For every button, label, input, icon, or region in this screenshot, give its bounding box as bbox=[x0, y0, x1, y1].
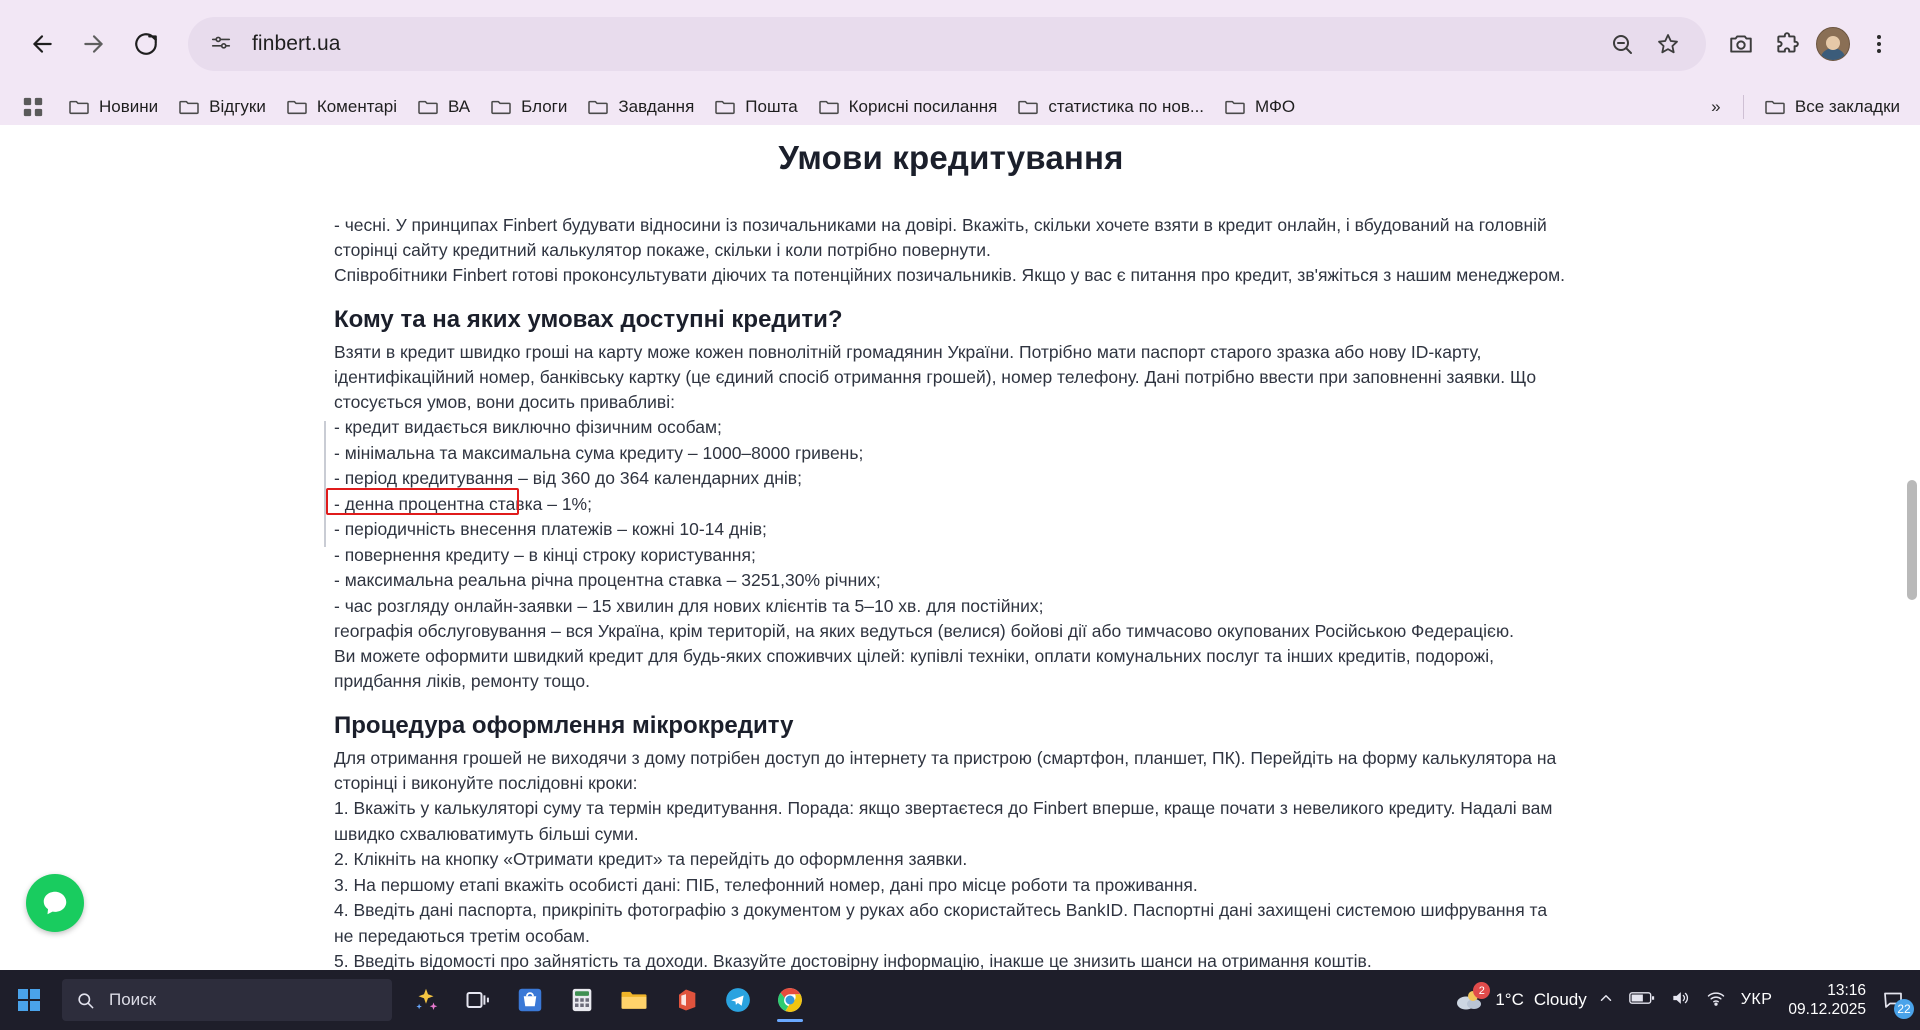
search-input[interactable] bbox=[62, 979, 392, 1021]
bookmark-item[interactable] bbox=[276, 92, 407, 122]
calculator-icon[interactable] bbox=[558, 976, 606, 1024]
office-icon[interactable] bbox=[662, 976, 710, 1024]
task-view-icon[interactable] bbox=[454, 976, 502, 1024]
bookmark-item[interactable] bbox=[168, 92, 276, 122]
all-bookmarks-button[interactable] bbox=[1754, 92, 1910, 122]
list-item: - період кредитування – від 360 до 364 календарних днів; bbox=[334, 468, 802, 488]
folder-icon bbox=[286, 98, 308, 116]
intro-paragraph-1: - чесні. У принципах Finbert будувати відносини із позичальниками на довірі. Вкажіть, скільки хочете взяти в кредит онлайн, і вбудований на головній сторінці сайту кредитний калькулятор покаже, скільки і коли потрібно повернути. bbox=[334, 215, 1547, 260]
file-explorer-icon[interactable] bbox=[610, 976, 658, 1024]
apps-grid-icon[interactable] bbox=[14, 92, 52, 122]
copilot-icon[interactable] bbox=[402, 976, 450, 1024]
system-tray bbox=[1597, 988, 1773, 1013]
list-item: - періодичність внесення платежів – кожні 10-14 днів; bbox=[334, 519, 767, 539]
list-item: - час розгляду онлайн-заявки – 15 хвилин для нових клієнтів та 5–10 хв. для постійних; bbox=[334, 595, 1044, 616]
step-item: 3. На першому етапі вкажіть особисті дані: ПІБ, телефонний номер, дані про місце роботи та проживання. bbox=[334, 874, 1198, 895]
bookmark-item[interactable] bbox=[58, 92, 168, 122]
browser-toolbar bbox=[0, 0, 1920, 88]
star-icon[interactable] bbox=[1648, 24, 1688, 64]
browser-chrome bbox=[0, 0, 1920, 125]
microsoft-store-icon[interactable] bbox=[506, 976, 554, 1024]
bookmark-label: Пошта bbox=[745, 96, 798, 116]
bookmark-item[interactable] bbox=[808, 92, 1008, 122]
list-item-highlighted-text: - денна процентна ставка – 1%; bbox=[334, 493, 592, 514]
bookmark-label: Завдання bbox=[618, 96, 695, 116]
clock-date: 09.12.2025 bbox=[1788, 1001, 1866, 1018]
weather-condition: Cloudy bbox=[1533, 990, 1587, 1009]
scrollbar-thumb[interactable] bbox=[1907, 480, 1917, 600]
bookmark-item[interactable] bbox=[1214, 92, 1305, 122]
site-settings-icon[interactable] bbox=[206, 29, 236, 59]
folder-icon bbox=[1224, 98, 1246, 116]
article-content bbox=[334, 213, 1570, 970]
bookmark-item[interactable] bbox=[704, 92, 807, 122]
list-item: - кредит видається виключно фізичним особам; bbox=[334, 417, 722, 437]
clock[interactable] bbox=[1788, 981, 1866, 1019]
search-icon bbox=[76, 991, 95, 1010]
telegram-icon[interactable] bbox=[714, 976, 762, 1024]
folder-icon bbox=[490, 98, 512, 116]
list-item: - повернення кредиту – в кінці строку користування; bbox=[334, 544, 756, 565]
windows-taskbar bbox=[0, 970, 1920, 1030]
bookmark-item[interactable] bbox=[480, 92, 577, 122]
folder-icon bbox=[1764, 98, 1786, 116]
purpose-note: Ви можете оформити швидкий кредит для будь-яких споживчих цілей: купівлі техніки, оплати комунальних послуг та інших кредитів, подорожі, придбання ліків, ремонту тощо. bbox=[334, 646, 1494, 691]
clock-time: 13:16 bbox=[1827, 982, 1866, 999]
bookmark-label: Корисні посилання bbox=[848, 96, 998, 116]
search-placeholder-text: Поиск bbox=[109, 990, 157, 1009]
bookmark-label: МФО bbox=[1255, 96, 1296, 116]
step-item: 1. Вкажіть у калькуляторі суму та термін кредитування. Порада: якщо звертаєтеся до Finbert вперше, краще почати з невеликого кредиту. Надалі вам швидко схвалюватимуть більші суми. bbox=[334, 798, 1553, 844]
bookmark-label: Відгуки bbox=[209, 96, 266, 116]
forward-arrow-icon[interactable] bbox=[70, 20, 118, 68]
wifi-icon[interactable] bbox=[1705, 988, 1727, 1013]
page-title: Умови кредитування bbox=[778, 139, 1124, 176]
url-text: finbert.ua bbox=[252, 32, 341, 55]
bookmark-label: ВА bbox=[448, 96, 471, 116]
volume-icon[interactable] bbox=[1669, 988, 1691, 1013]
bookmark-label: Новини bbox=[99, 96, 159, 116]
language-indicator[interactable]: УКР bbox=[1740, 991, 1773, 1008]
section-heading-conditions: Кому та на яких умовах доступні кредити? bbox=[334, 306, 843, 333]
web-page bbox=[0, 125, 1902, 970]
page-viewport bbox=[0, 125, 1920, 970]
folder-icon bbox=[587, 98, 609, 116]
bookmark-label: Коментарі bbox=[316, 96, 397, 116]
bookmarks-overflow-button[interactable]: » bbox=[1711, 96, 1721, 116]
bookmark-label: Блоги bbox=[521, 96, 568, 116]
weather-widget[interactable] bbox=[1453, 986, 1586, 1014]
bookmark-label: статистика по нов... bbox=[1048, 96, 1205, 116]
camera-icon[interactable] bbox=[1718, 21, 1764, 67]
list-item: - максимальна реальна річна процентна ставка – 3251,30% річних; bbox=[334, 570, 881, 590]
section1-lead: Взяти в кредит швидко гроші на карту може кожен повнолітній громадянин України. Потрібно мати паспорт старого зразка або нову ID-карту, ідентифікаційний номер, банківську картку (це єдиний спосіб отримання грошей), номер телефону. Дані потрібно ввести при заповненні заявки. Що стосується умов, вони досить привабливі: bbox=[334, 342, 1537, 412]
bookmark-item[interactable] bbox=[1007, 92, 1214, 122]
folder-icon bbox=[68, 98, 90, 116]
section2-lead: Для отримання грошей не виходячи з дому потрібен доступ до інтернету та пристрою (смартфон, планшет, ПК). Перейдіть на форму калькулятора на сторінці і виконуйте послідовні кроки: bbox=[334, 748, 1557, 793]
notification-count-badge: 22 bbox=[1894, 999, 1914, 1019]
list-item: - мінімальна та максимальна сума кредиту – 1000–8000 гривень; bbox=[334, 442, 864, 463]
section-heading-procedure: Процедура оформлення мікрокредиту bbox=[334, 712, 794, 739]
geography-note: географія обслуговування – вся Україна, крім територій, на яких ведуться (велися) бойові дії або тимчасово окупованих Російською Федерацією. bbox=[334, 621, 1514, 641]
extensions-icon[interactable] bbox=[1764, 21, 1810, 67]
step-item: 5. Введіть відомості про зайнятість та доходи. Вказуйте достовірну інформацію, інакше це знизить шанси на отримання коштів. bbox=[334, 951, 1372, 970]
step-item: 4. Введіть дані паспорта, прикріпіть фотографію з документом у руках або скористайтесь BankID. Паспортні дані захищені системою шифрування та не передаються третім особам. bbox=[334, 900, 1548, 946]
list-item-highlighted bbox=[334, 492, 1570, 518]
taskbar-tray bbox=[1453, 981, 1920, 1019]
step-item: 2. Клікніть на кнопку «Отримати кредит» та перейдіть до оформлення заявки. bbox=[334, 849, 968, 869]
chrome-icon[interactable] bbox=[766, 976, 814, 1024]
weather-badge: 2 bbox=[1473, 982, 1490, 999]
avatar[interactable] bbox=[1816, 27, 1850, 61]
all-bookmarks-label: Все закладки bbox=[1794, 96, 1900, 116]
zoom-out-icon[interactable] bbox=[1602, 24, 1642, 64]
bookmark-item[interactable] bbox=[407, 92, 480, 122]
folder-icon bbox=[818, 98, 840, 116]
folder-icon bbox=[417, 98, 439, 116]
page-scrollbar[interactable] bbox=[1904, 125, 1920, 970]
omnibox-actions bbox=[1602, 24, 1688, 64]
bookmarks-divider bbox=[1743, 95, 1744, 119]
battery-icon[interactable] bbox=[1629, 989, 1655, 1012]
back-arrow-icon[interactable] bbox=[18, 20, 66, 68]
chat-bubble-icon[interactable] bbox=[26, 874, 84, 932]
folder-icon bbox=[1017, 98, 1039, 116]
tray-expand-icon[interactable] bbox=[1597, 989, 1615, 1012]
address-bar[interactable] bbox=[188, 17, 1706, 71]
bookmark-item[interactable] bbox=[577, 92, 704, 122]
intro-paragraph-2: Співробітники Finbert готові проконсультувати діючих та потенційних позичальників. Якщо у вас є питання про кредит, зв'яжіться з нашим менеджером. bbox=[334, 265, 1566, 285]
windows-start-icon[interactable] bbox=[0, 970, 58, 1030]
folder-icon bbox=[178, 98, 200, 116]
three-dot-menu-icon[interactable] bbox=[1856, 21, 1902, 67]
taskbar-icons bbox=[402, 976, 814, 1024]
folder-icon bbox=[714, 98, 736, 116]
conditions-list bbox=[334, 415, 1570, 619]
selection-marker bbox=[324, 421, 326, 547]
weather-temp: 1°C bbox=[1495, 990, 1524, 1009]
reload-icon[interactable] bbox=[122, 20, 170, 68]
bookmarks-bar bbox=[0, 88, 1920, 125]
notification-center-icon[interactable] bbox=[1876, 983, 1910, 1017]
